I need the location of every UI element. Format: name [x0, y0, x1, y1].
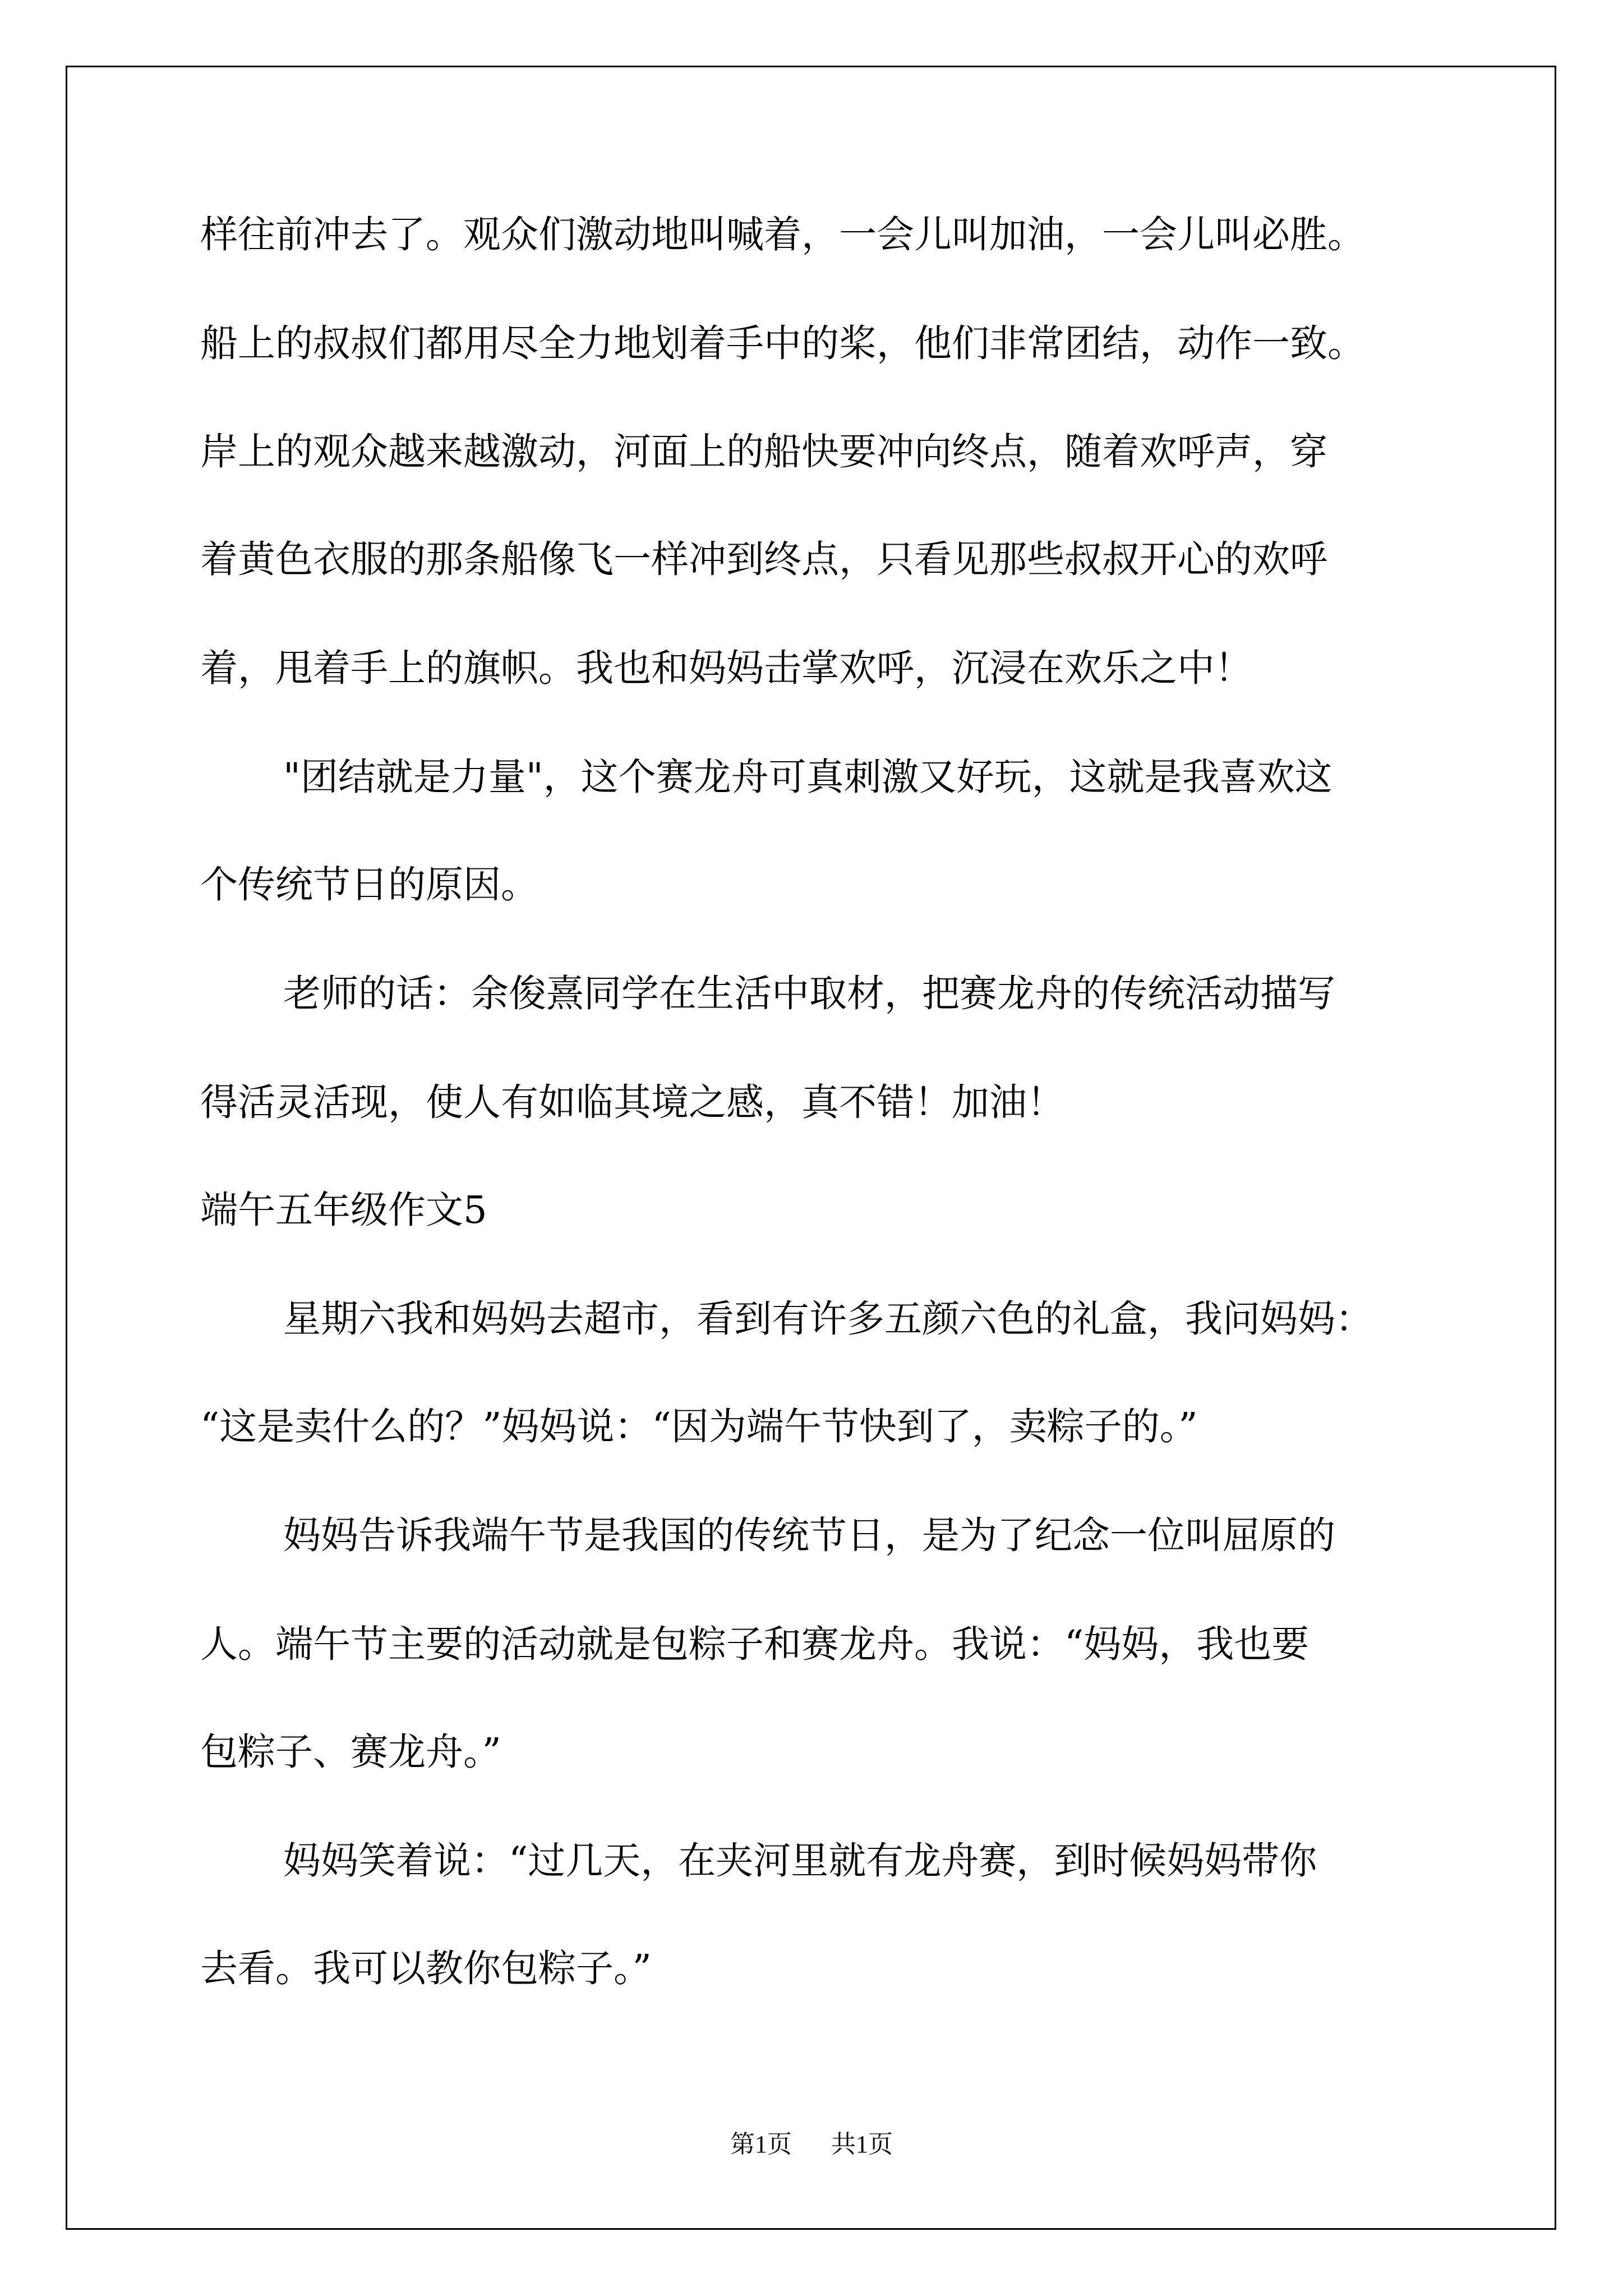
body-line: 老师的话：余俊熹同学在生活中取材，把赛龙舟的传统活动描写: [283, 972, 1335, 1015]
body-line: 着，甩着手上的旗帜。我也和妈妈击掌欢呼，沉浸在欢乐之中！: [200, 646, 1252, 690]
body-line: 样往前冲去了。观众们激动地叫喊着，一会儿叫加油，一会儿叫必胜。: [200, 213, 1365, 256]
body-line: 妈妈告诉我端午节是我国的传统节日，是为了纪念一位叫屈原的: [283, 1513, 1335, 1557]
page-border: [66, 66, 1556, 2230]
body-line: 去看。我可以教你包粽子。”: [200, 1947, 652, 1990]
page-footer: [0, 2128, 1623, 2161]
section-heading: 端午五年级作文5: [200, 1188, 487, 1232]
body-line: “这是卖什么的？”妈妈说：“因为端午节快到了，卖粽子的。”: [200, 1405, 1198, 1448]
body-line: 星期六我和妈妈去超市，看到有许多五颜六色的礼盒，我问妈妈：: [283, 1297, 1373, 1341]
body-line: "团结就是力量"，这个赛龙舟可真刺激又好玩，这就是我喜欢这: [283, 755, 1332, 799]
body-line: 人。端午节主要的活动就是包粽子和赛龙舟。我说：“妈妈，我也要: [200, 1622, 1310, 1666]
body-line: 着黄色衣服的那条船像飞一样冲到终点，只看见那些叔叔开心的欢呼: [200, 537, 1327, 581]
body-line: 岸上的观众越来越激动，河面上的船快要冲向终点，随着欢呼声，穿: [200, 430, 1327, 473]
page-total: 共1页: [831, 2131, 893, 2158]
body-line: 船上的叔叔们都用尽全力地划着手中的桨，他们非常团结，动作一致。: [200, 321, 1365, 365]
body-line: 包粽子、赛龙舟。”: [200, 1730, 501, 1774]
body-line: 妈妈笑着说：“过几天，在夹河里就有龙舟赛，到时候妈妈带你: [283, 1839, 1317, 1883]
body-line: 个传统节日的原因。: [200, 863, 538, 907]
body-line: 得活灵活现，使人有如临其境之感，真不错！加油！: [200, 1080, 1064, 1124]
page-number: 第1页: [730, 2131, 792, 2158]
